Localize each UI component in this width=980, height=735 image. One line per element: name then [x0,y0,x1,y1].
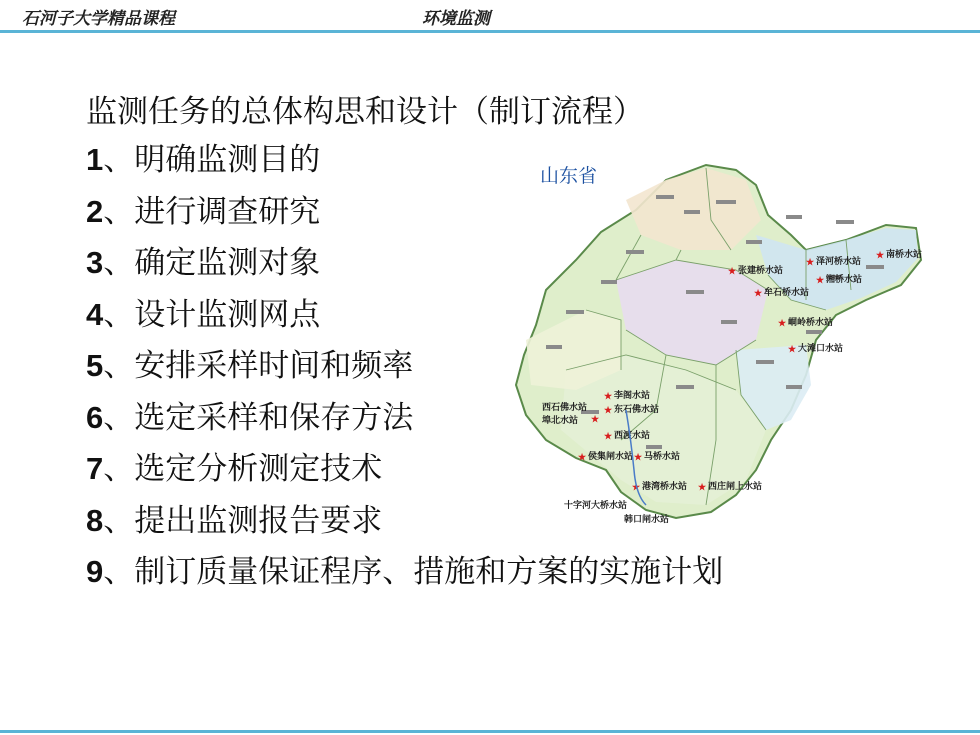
station-label: 西渡水站 [614,431,651,441]
station-star-icon: ★ [754,289,763,299]
station-label: 马桥水站 [644,452,681,462]
shandong-station-map [506,140,926,530]
step-number: 2 [86,193,104,229]
station-label: 南桥水站 [886,250,923,260]
step-number: 1 [86,142,104,177]
station-label: 张建桥水站 [738,266,784,276]
step-number: 3 [86,245,104,280]
station-star-icon: ★ [788,345,797,355]
station-label: 西石佛水站 [542,403,588,413]
station-label: 大滩口水站 [798,344,844,354]
step-number: 6 [86,399,104,435]
station-star-icon: ★ [816,276,825,286]
step-text: 、制订质量保证程序、措施和方案的实施计划 [103,554,724,590]
step-number: 8 [86,502,104,538]
province-map-image [506,140,926,530]
station-label: 侯集闸水站 [588,452,634,462]
step-text: 、进行调查研究 [103,193,321,230]
station-star-icon: ★ [632,483,641,493]
station-label: 十字河大桥水站 [564,501,628,511]
station-label: 西庄闸上水站 [708,482,763,492]
station-star-icon: ★ [778,319,787,329]
station-star-icon: ★ [876,251,885,261]
step-text: 、设计监测网点 [103,296,321,333]
station-star-icon: ★ [591,415,600,425]
step-number: 5 [86,348,104,383]
region-label: 山东省 [540,165,598,187]
step-text: 、明确监测目的 [103,142,321,178]
step-item [86,552,723,604]
station-label: 峒岭桥水站 [788,318,834,328]
station-label: 埠北水站 [542,416,579,426]
subject-name: 环境监测 [422,9,490,29]
station-star-icon: ★ [604,432,613,442]
station-star-icon: ★ [634,453,643,463]
footer-divider [0,730,980,733]
station-star-icon: ★ [578,453,587,463]
step-text: 、提出监测报告要求 [103,502,383,539]
station-star-icon: ★ [806,258,815,268]
station-label: 东石佛水站 [614,405,660,415]
course-name: 石河子大学精品课程 [22,9,175,29]
station-label: 湘桥水站 [826,275,863,285]
station-star-icon: ★ [604,392,613,402]
station-label: 牟石桥水站 [764,288,810,298]
slide-header [0,0,980,30]
step-number: 4 [86,296,104,332]
step-number: 9 [86,554,104,589]
slide-title: 监测任务的总体构思和设计（制订流程） [86,94,644,130]
station-label: 港湾桥水站 [642,482,688,492]
station-star-icon: ★ [728,267,737,277]
station-star-icon: ★ [604,406,613,416]
station-label: 韩口闸水站 [624,515,670,525]
step-text: 、选定采样和保存方法 [103,399,414,436]
step-text: 、选定分析测定技术 [103,451,383,487]
station-label: 李阁水站 [614,391,651,401]
station-label: 泽河桥水站 [816,257,862,267]
step-text: 、确定监测对象 [103,245,321,281]
station-star-icon: ★ [698,483,707,493]
step-text: 、安排采样时间和频率 [103,348,414,384]
header-divider [0,30,980,33]
step-number: 7 [86,451,104,486]
